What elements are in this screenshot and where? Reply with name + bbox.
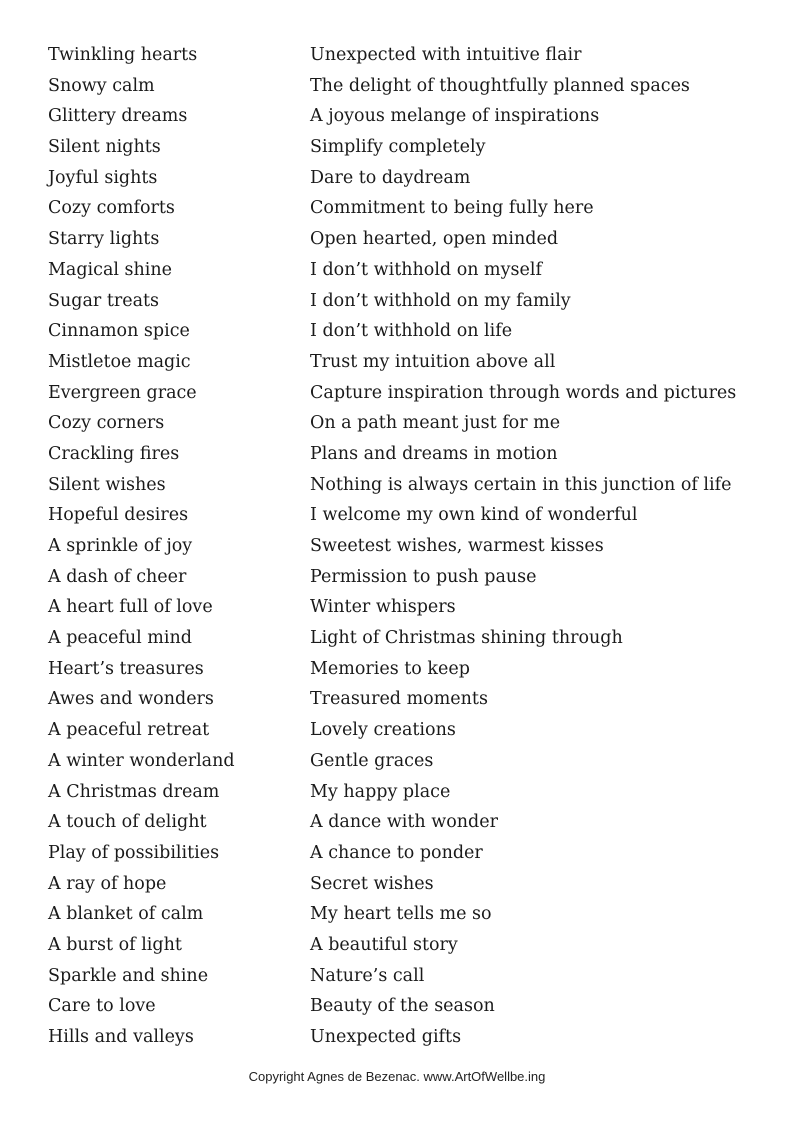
phrase-item-right: Plans and dreams in motion xyxy=(310,443,558,464)
phrase-item-left: Joyful sights xyxy=(48,167,158,188)
phrase-item-right: Trust my intuition above all xyxy=(310,351,556,372)
phrase-item-left: Silent wishes xyxy=(48,474,166,495)
phrase-item-right: Treasured moments xyxy=(310,689,488,710)
phrase-item-left: Cozy corners xyxy=(48,413,165,434)
phrase-item-left: Snowy calm xyxy=(48,75,155,96)
phrase-item-left: Crackling fires xyxy=(48,443,180,464)
phrase-item-right: Dare to daydream xyxy=(310,167,471,188)
phrase-item-left: Cozy comforts xyxy=(48,198,175,219)
phrase-item-left: Silent nights xyxy=(48,137,161,158)
phrase-item-right: My heart tells me so xyxy=(310,904,492,925)
phrase-item-left: Cinnamon spice xyxy=(48,321,190,342)
phrase-item-left: A touch of delight xyxy=(48,812,207,833)
phrase-item-left: A burst of light xyxy=(48,934,182,955)
phrase-item-right: A beautiful story xyxy=(310,934,458,955)
phrase-item-left: Twinkling hearts xyxy=(48,45,198,65)
phrase-item-right: Unexpected with intuitive flair xyxy=(310,45,582,65)
phrase-item-right: I don’t withhold on my family xyxy=(310,290,571,311)
phrase-item-left: A winter wonderland xyxy=(48,750,235,771)
phrase-item-right: Winter whispers xyxy=(310,597,456,618)
phrase-item-right: Permission to push pause xyxy=(310,566,537,587)
phrase-item-right: Sweetest wishes, warmest kisses xyxy=(310,536,604,556)
phrase-item-right: Gentle graces xyxy=(310,750,434,771)
phrase-item-right: A joyous melange of inspirations xyxy=(310,106,600,127)
phrase-item-left: A Christmas dream xyxy=(48,781,220,802)
phrase-item-left: A ray of hope xyxy=(48,873,167,894)
phrase-item-left: Heart’s treasures xyxy=(48,658,204,679)
phrase-item-right: A chance to ponder xyxy=(310,842,483,863)
phrase-item-left: Mistletoe magic xyxy=(48,351,191,372)
phrase-item-right: On a path meant just for me xyxy=(310,413,561,434)
phrase-item-left: Sugar treats xyxy=(48,290,160,311)
phrase-list-right xyxy=(310,40,780,1053)
phrase-item-right: Beauty of the season xyxy=(310,996,495,1017)
phrase-item-left: Magical shine xyxy=(48,259,173,280)
copyright-footer: Copyright Agnes de Bezenac. www.ArtOfWellbe.ing xyxy=(248,1069,546,1084)
phrase-item-right: Unexpected gifts xyxy=(310,1027,462,1047)
phrase-list-left xyxy=(48,40,298,1053)
phrase-item-left: A sprinkle of joy xyxy=(48,536,193,556)
phrase-item-right: The delight of thoughtfully planned spaces xyxy=(310,75,690,96)
phrase-item-left: Evergreen grace xyxy=(48,382,197,403)
phrase-item-right: Nothing is always certain in this junction of life xyxy=(310,474,732,495)
phrase-item-left: Awes and wonders xyxy=(48,689,214,710)
phrase-item-left: Sparkle and shine xyxy=(48,965,209,986)
phrase-item-right: Lovely creations xyxy=(310,720,456,741)
phrase-item-right: Light of Christmas shining through xyxy=(310,628,623,649)
phrase-item-right: Simplify completely xyxy=(310,137,486,158)
phrase-item-right: I welcome my own kind of wonderful xyxy=(310,505,638,526)
phrase-item-left: A blanket of calm xyxy=(48,904,204,925)
phrase-item-right: I don’t withhold on myself xyxy=(310,259,542,280)
phrase-item-right: Capture inspiration through words and pictures xyxy=(310,382,737,403)
phrase-item-right: Commitment to being fully here xyxy=(310,198,594,219)
phrase-item-right: Secret wishes xyxy=(310,873,434,894)
phrase-item-right: I don’t withhold on life xyxy=(310,321,513,342)
phrase-item-left: Play of possibilities xyxy=(48,842,220,863)
phrase-item-left: Hills and valleys xyxy=(48,1027,194,1047)
phrase-item-left: A heart full of love xyxy=(48,597,213,618)
phrase-item-right: Nature’s call xyxy=(310,965,425,986)
phrase-item-right: A dance with wonder xyxy=(310,812,498,833)
phrase-item-right: My happy place xyxy=(310,781,451,802)
phrase-item-right: Open hearted, open minded xyxy=(310,229,559,250)
phrase-item-left: A dash of cheer xyxy=(48,566,187,587)
phrase-item-left: Hopeful desires xyxy=(48,505,189,526)
phrase-item-left: A peaceful mind xyxy=(48,628,192,649)
phrase-item-right: Memories to keep xyxy=(310,658,470,679)
phrase-item-left: Care to love xyxy=(48,996,156,1017)
phrase-item-left: Glittery dreams xyxy=(48,106,188,127)
phrase-item-left: A peaceful retreat xyxy=(48,720,210,741)
phrase-item-left: Starry lights xyxy=(48,229,160,250)
